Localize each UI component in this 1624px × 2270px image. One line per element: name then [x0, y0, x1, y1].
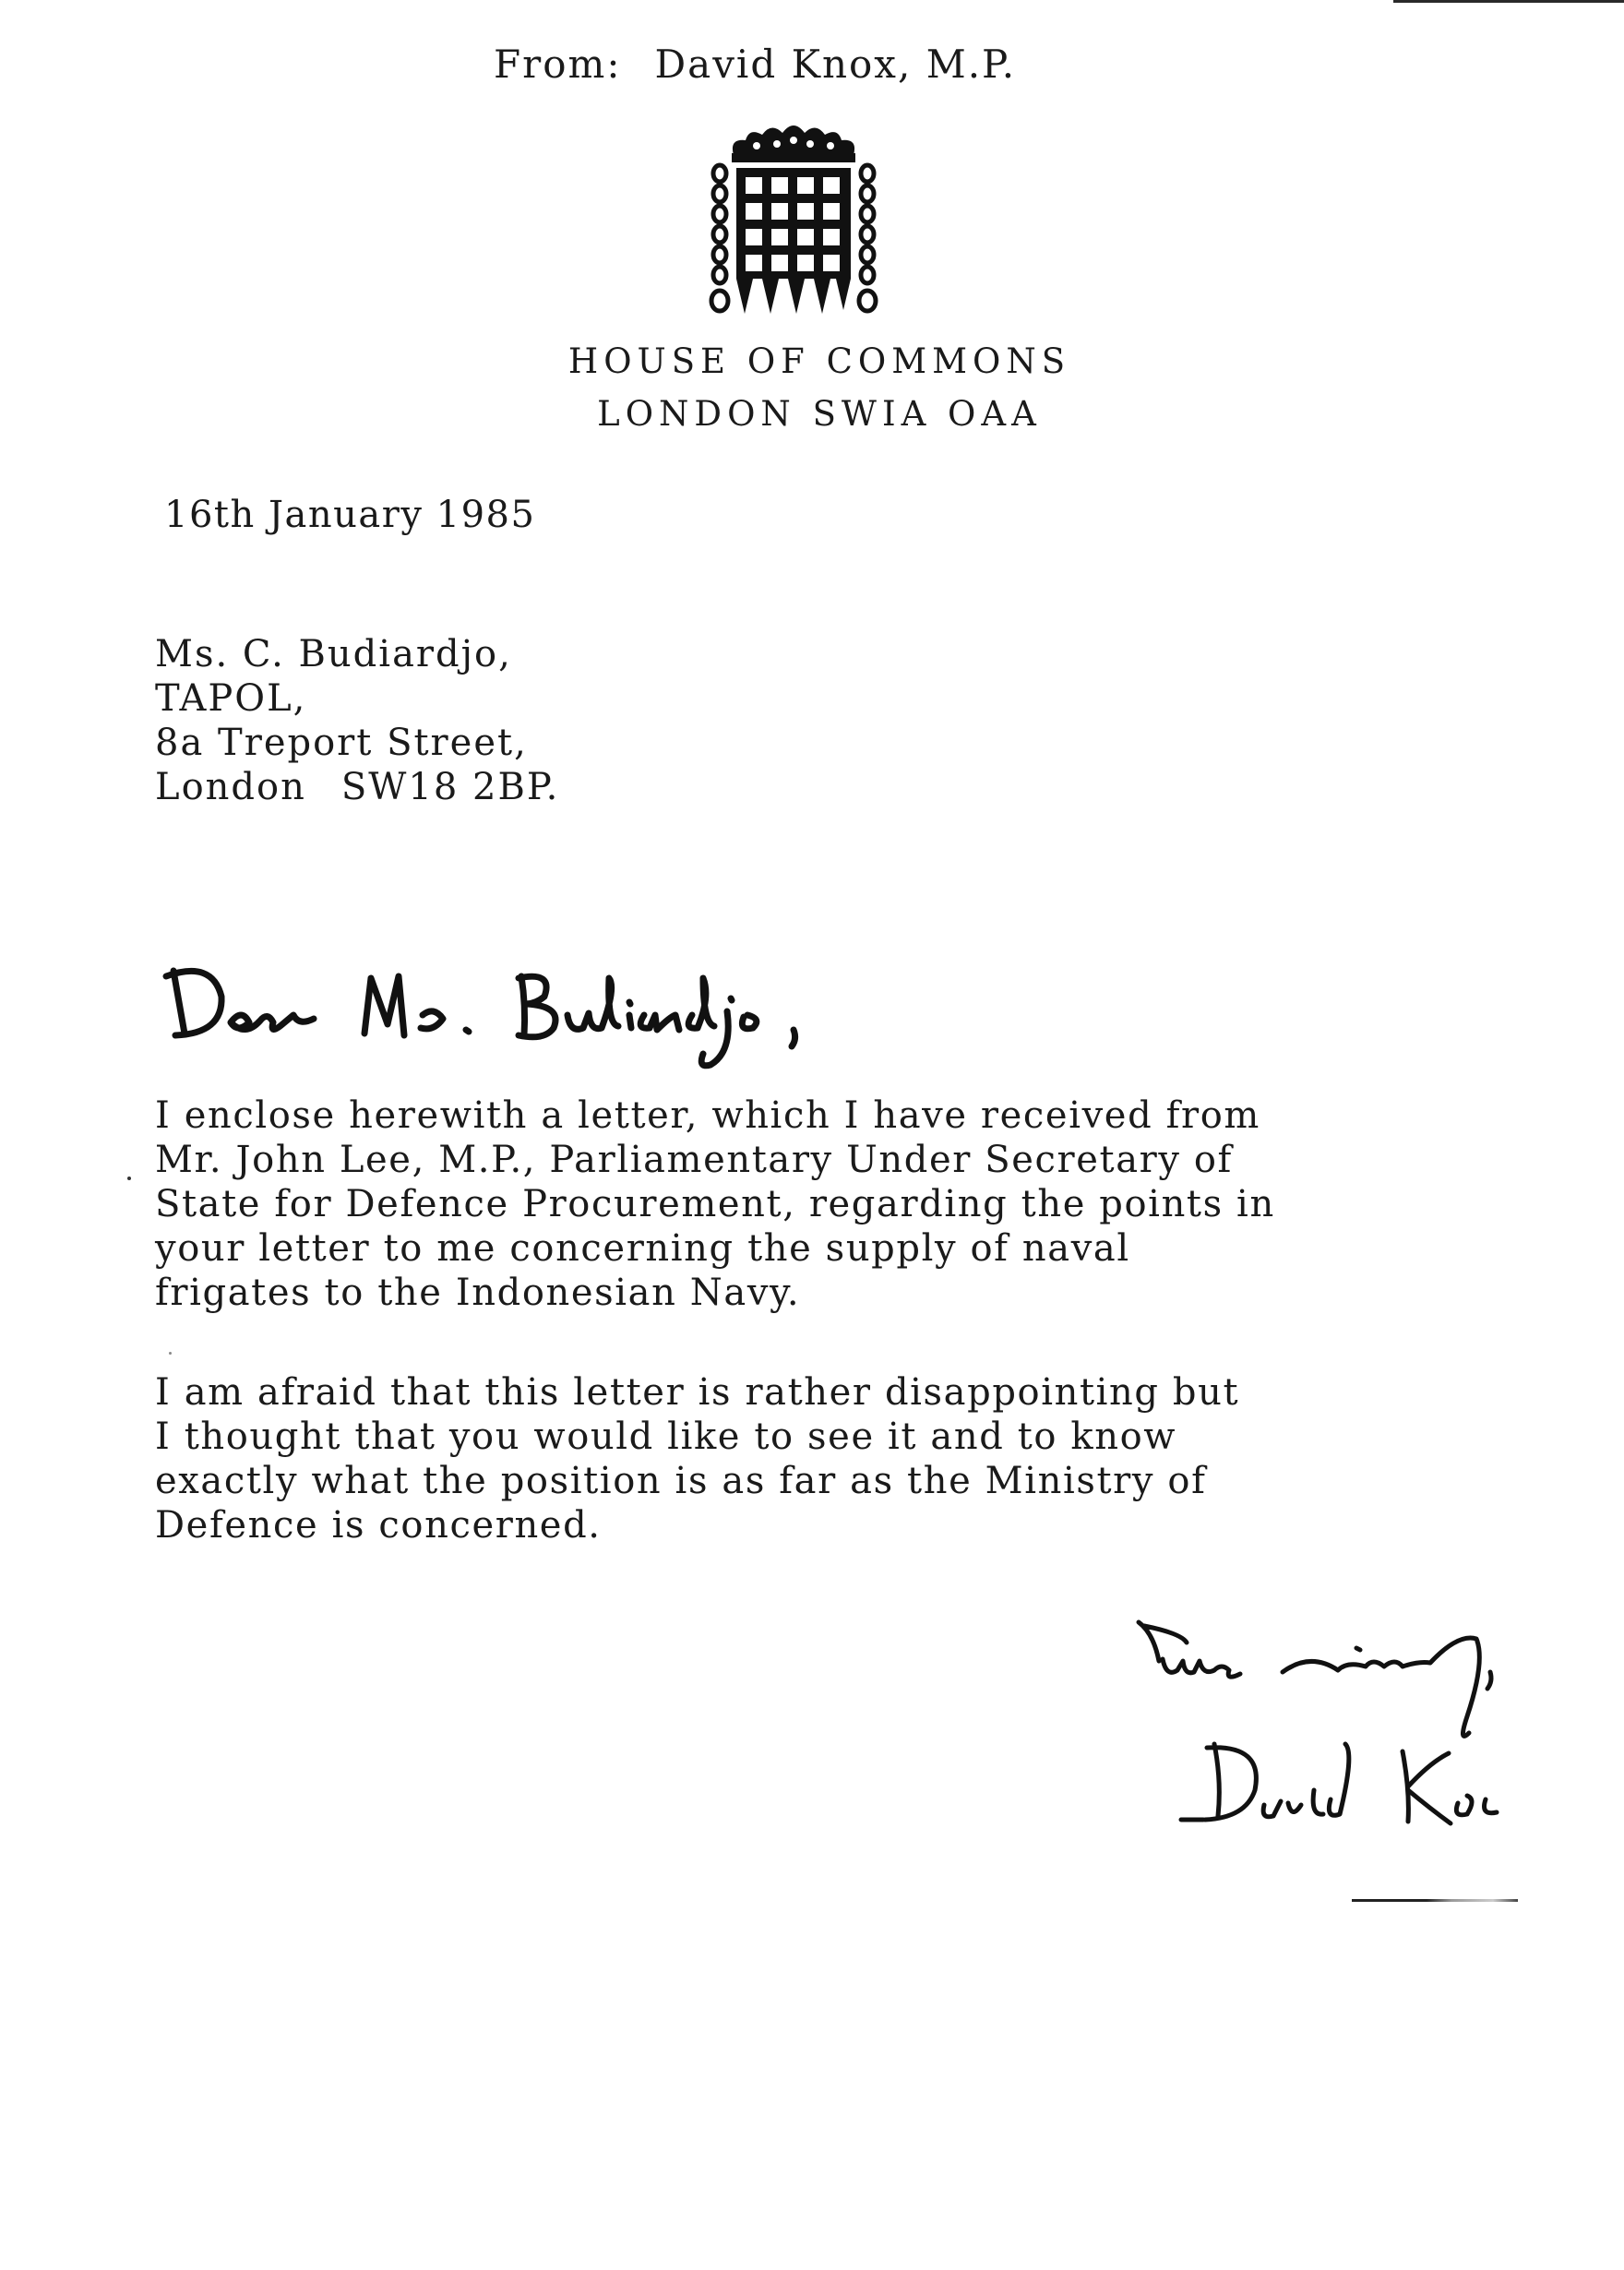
- paragraph-1-line-2: Mr. John Lee, M.P., Parliamentary Under Secretary of: [155, 1139, 1233, 1181]
- letter-date: 16th January 1985: [164, 494, 536, 536]
- from-name: David Knox, M.P.: [654, 42, 1017, 87]
- handwritten-closing: [1126, 1606, 1606, 1882]
- recipient-name: Ms. C. Budiardjo,: [155, 633, 512, 675]
- paragraph-2-line-4: Defence is concerned.: [155, 1504, 602, 1547]
- top-edge-rule: [1393, 0, 1624, 3]
- paragraph-2-line-2: I thought that you would like to see it and to know: [155, 1416, 1177, 1458]
- paper-speck: [169, 1352, 172, 1355]
- house-address: LONDON SWIA OAA: [597, 394, 1042, 434]
- paragraph-1-line-1: I enclose herewith a letter, which I have received from: [155, 1094, 1260, 1137]
- paragraph-1-line-5: frigates to the Indonesian Navy.: [155, 1272, 801, 1314]
- house-name: HOUSE OF COMMONS: [567, 341, 1071, 381]
- paper-speck: [127, 1177, 131, 1180]
- portcullis-icon: [701, 120, 886, 323]
- paragraph-1-line-3: State for Defence Procurement, regarding the points in: [155, 1183, 1275, 1225]
- body-paragraph-1: [155, 1093, 1447, 1315]
- recipient-city-line: [155, 765, 559, 809]
- recipient-city: London: [155, 766, 306, 808]
- recipient-address: [155, 632, 559, 809]
- handwritten-salutation: [157, 950, 950, 1080]
- paragraph-2-line-1: I am afraid that this letter is rather disappointing but: [155, 1371, 1240, 1414]
- from-label: From:: [494, 42, 622, 87]
- from-line: [494, 42, 1016, 87]
- recipient-street: 8a Treport Street,: [155, 722, 528, 764]
- signature-script-icon: [1126, 1606, 1606, 1882]
- body-paragraph-2: [155, 1370, 1447, 1547]
- salutation-script-icon: [157, 950, 950, 1080]
- paragraph-2-line-3: exactly what the position is as far as the Ministry of: [155, 1460, 1207, 1502]
- recipient-postcode: SW18 2BP.: [340, 766, 560, 808]
- paragraph-1-line-4: your letter to me concerning the supply of naval: [155, 1227, 1130, 1270]
- recipient-org: TAPOL,: [155, 677, 307, 720]
- signature-underline: [1352, 1899, 1518, 1902]
